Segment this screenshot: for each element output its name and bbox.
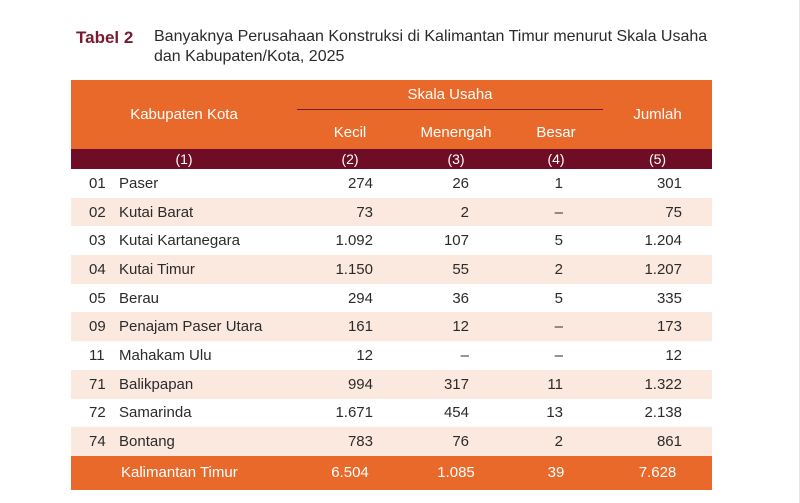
row-medium-cell: 55 [403, 255, 509, 284]
data-table [71, 80, 712, 490]
row-total-cell: 1.207 [603, 255, 712, 284]
row-medium-cell: 2 [403, 198, 509, 227]
row-small-cell: 12 [297, 341, 403, 370]
row-name: Penajam Paser Utara [119, 318, 263, 336]
row-medium-cell: – [403, 341, 509, 370]
row-region-cell [71, 169, 297, 198]
column-number: (3) [403, 149, 509, 169]
total-row-small: 6.504 [297, 456, 403, 490]
column-number: (4) [509, 149, 603, 169]
row-large-cell: 2 [509, 255, 603, 284]
row-small-cell: 1.150 [297, 255, 403, 284]
row-total-cell: 1.322 [603, 370, 712, 399]
table-row [71, 427, 712, 456]
row-medium-cell: 107 [403, 226, 509, 255]
row-medium-cell: 36 [403, 284, 509, 313]
row-name: Kutai Kartanegara [119, 232, 240, 250]
row-medium-cell: 317 [403, 370, 509, 399]
table-body [71, 169, 712, 456]
row-name: Paser [119, 174, 159, 192]
row-large-cell: 2 [509, 427, 603, 456]
table-row [71, 284, 712, 313]
row-total-cell: 301 [603, 169, 712, 198]
table-label: Tabel 2 [76, 28, 134, 47]
table-row [71, 255, 712, 284]
row-name: Berau [119, 289, 160, 307]
row-region-cell [71, 284, 297, 313]
total-row-name: Kalimantan Timur [71, 456, 297, 490]
total-row-large: 39 [509, 456, 603, 490]
row-large-cell: 13 [509, 399, 603, 428]
row-total-cell: 173 [603, 312, 712, 341]
row-region-cell [71, 198, 297, 227]
row-code: 74 [89, 433, 106, 451]
header-total: Jumlah [603, 80, 712, 149]
table-row [71, 370, 712, 399]
row-small-cell: 1.671 [297, 399, 403, 428]
header-medium: Menengah [403, 116, 509, 149]
row-code: 71 [89, 375, 106, 393]
row-large-cell: 5 [509, 284, 603, 313]
row-code: 02 [89, 203, 106, 221]
row-region-cell [71, 427, 297, 456]
total-row [71, 456, 712, 490]
row-small-cell: 161 [297, 312, 403, 341]
table-row [71, 226, 712, 255]
row-small-cell: 294 [297, 284, 403, 313]
row-total-cell: 75 [603, 198, 712, 227]
row-code: 09 [89, 318, 106, 336]
row-name: Samarinda [119, 404, 192, 422]
table-row [71, 198, 712, 227]
row-large-cell: 5 [509, 226, 603, 255]
row-region-cell [71, 341, 297, 370]
row-large-cell: – [509, 341, 603, 370]
row-code: 03 [89, 232, 106, 250]
row-medium-cell: 454 [403, 399, 509, 428]
row-code: 01 [89, 174, 106, 192]
row-name: Kutai Barat [119, 203, 194, 221]
row-medium-cell: 12 [403, 312, 509, 341]
row-name: Kutai Timur [119, 260, 195, 278]
row-region-cell [71, 255, 297, 284]
row-small-cell: 1.092 [297, 226, 403, 255]
row-region-cell [71, 370, 297, 399]
table-row [71, 169, 712, 198]
row-large-cell: 1 [509, 169, 603, 198]
header-group [297, 80, 603, 116]
column-number-row [71, 149, 712, 169]
row-name: Mahakam Ulu [119, 346, 212, 364]
row-code: 72 [89, 404, 106, 422]
header-group-label: Skala Usaha [407, 86, 493, 103]
table-row [71, 312, 712, 341]
header-row [71, 80, 712, 116]
row-code: 05 [89, 289, 106, 307]
header-small: Kecil [297, 116, 403, 149]
table-row [71, 341, 712, 370]
row-total-cell: 861 [603, 427, 712, 456]
total-row-total: 7.628 [603, 456, 712, 490]
row-small-cell: 994 [297, 370, 403, 399]
header-group-divider [297, 109, 603, 110]
column-number: (5) [603, 149, 712, 169]
row-name: Bontang [119, 433, 175, 451]
row-region-cell [71, 399, 297, 428]
table-row [71, 399, 712, 428]
table-title: Banyaknya Perusahaan Konstruksi di Kalimantan Timur menurut Skala Usaha dan Kabupaten/Kota, 2025 [154, 28, 708, 65]
row-large-cell: 11 [509, 370, 603, 399]
row-small-cell: 73 [297, 198, 403, 227]
row-large-cell: – [509, 198, 603, 227]
row-code: 04 [89, 260, 106, 278]
row-total-cell: 1.204 [603, 226, 712, 255]
header-region: Kabupaten Kota [71, 80, 297, 149]
column-number: (1) [71, 149, 297, 169]
row-region-cell [71, 226, 297, 255]
total-row-medium: 1.085 [403, 456, 509, 490]
header-large: Besar [509, 116, 603, 149]
row-total-cell: 2.138 [603, 399, 712, 428]
row-medium-cell: 76 [403, 427, 509, 456]
row-total-cell: 335 [603, 284, 712, 313]
row-large-cell: – [509, 312, 603, 341]
row-small-cell: 783 [297, 427, 403, 456]
row-code: 11 [89, 346, 105, 364]
row-total-cell: 12 [603, 341, 712, 370]
row-region-cell [71, 312, 297, 341]
column-number: (2) [297, 149, 403, 169]
row-name: Balikpapan [119, 375, 194, 393]
row-small-cell: 274 [297, 169, 403, 198]
row-medium-cell: 26 [403, 169, 509, 198]
